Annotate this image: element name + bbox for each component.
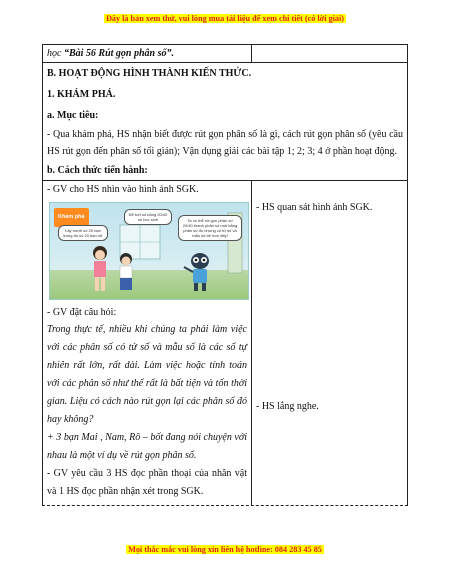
goal-text: - Qua khám phá, HS nhận biết được rút gọn phân số là gì, cách rút gọn phân số (yêu cầu HS rút gọn đến phân số tối giản); Vận dụng giải các bài tập 1; 2; 3; 4 ở phần hoạt động.	[47, 129, 403, 157]
preview-notice-text: Đây là bản xem thử, vui lòng mua tài liệu để xem chi tiết (có lời giải)	[105, 14, 344, 23]
table-row-section	[42, 63, 408, 181]
lesson-title: “Bài 56 Rút gọn phân số”.	[63, 48, 174, 59]
table-cell-left	[43, 45, 252, 62]
teacher-step-3: - GV yêu cầu 3 HS đọc phần thoại của nhân vật và 1 HS đọc phần nhận xét trong SGK.	[47, 468, 247, 497]
table-row	[42, 44, 408, 63]
lesson-table	[42, 44, 408, 506]
teacher-step-1: - GV cho HS nhìn vào hình ảnh SGK.	[47, 184, 199, 195]
speech-bubble-middle: Để bớt số bằng 20/40 số học sinh	[124, 209, 172, 225]
hotline-notice	[0, 545, 450, 554]
teacher-note: + 3 bạn Mai , Nam, Rô – bốt đang nói chuyện với nhau là một ví dụ về rút gọn phân số.	[47, 432, 247, 461]
section-heading: B. HOẠT ĐỘNG HÌNH THÀNH KIẾN THỨC.	[47, 68, 252, 79]
lesson-prefix: học	[47, 48, 64, 59]
table-row-activity	[42, 181, 408, 506]
illustration-tag: Khám phá	[54, 208, 89, 227]
table-cell-right	[252, 45, 407, 62]
student-column	[252, 181, 407, 505]
preview-notice	[0, 14, 450, 23]
section-cell	[43, 63, 407, 180]
teacher-question: Trong thực tế, nhiều khi chúng ta phải làm việc với các phân số có tử số và mẫu số là các số tự nhiên rất lớn, rất dài. Làm việc hoặc tính toán với các phân số như thế rất là bất tiện và tốn thời gian. Liệu có cách nào rút gọn lại các phân số đó hay không?	[47, 324, 247, 425]
textbook-illustration	[49, 202, 249, 300]
teacher-column	[43, 181, 252, 505]
goal-label: a. Mục tiêu:	[47, 110, 99, 121]
hotline-notice-text: Mọi thắc mắc vui lòng xin liên hệ hotline: 084 283 45 85	[128, 545, 322, 554]
sub-heading: 1. KHÁM PHÁ.	[47, 89, 116, 100]
method-label: b. Cách thức tiến hành:	[47, 165, 148, 176]
teacher-step-2: - GV đặt câu hỏi:	[47, 307, 117, 318]
student-step-2: - HS lắng nghe.	[256, 401, 319, 412]
speech-bubble-right: Ta có thể rút gọn phân số 20/40 thành phân số mới bằng phân số đó nhưng có tử số và mẫu số bé hơn đấy!	[178, 215, 242, 241]
student-step-1: - HS quan sát hình ảnh SGK.	[256, 202, 373, 213]
speech-bubble-left: Lấy mười số 20 bạn trong đó có 20 bạn nữ	[58, 225, 108, 241]
